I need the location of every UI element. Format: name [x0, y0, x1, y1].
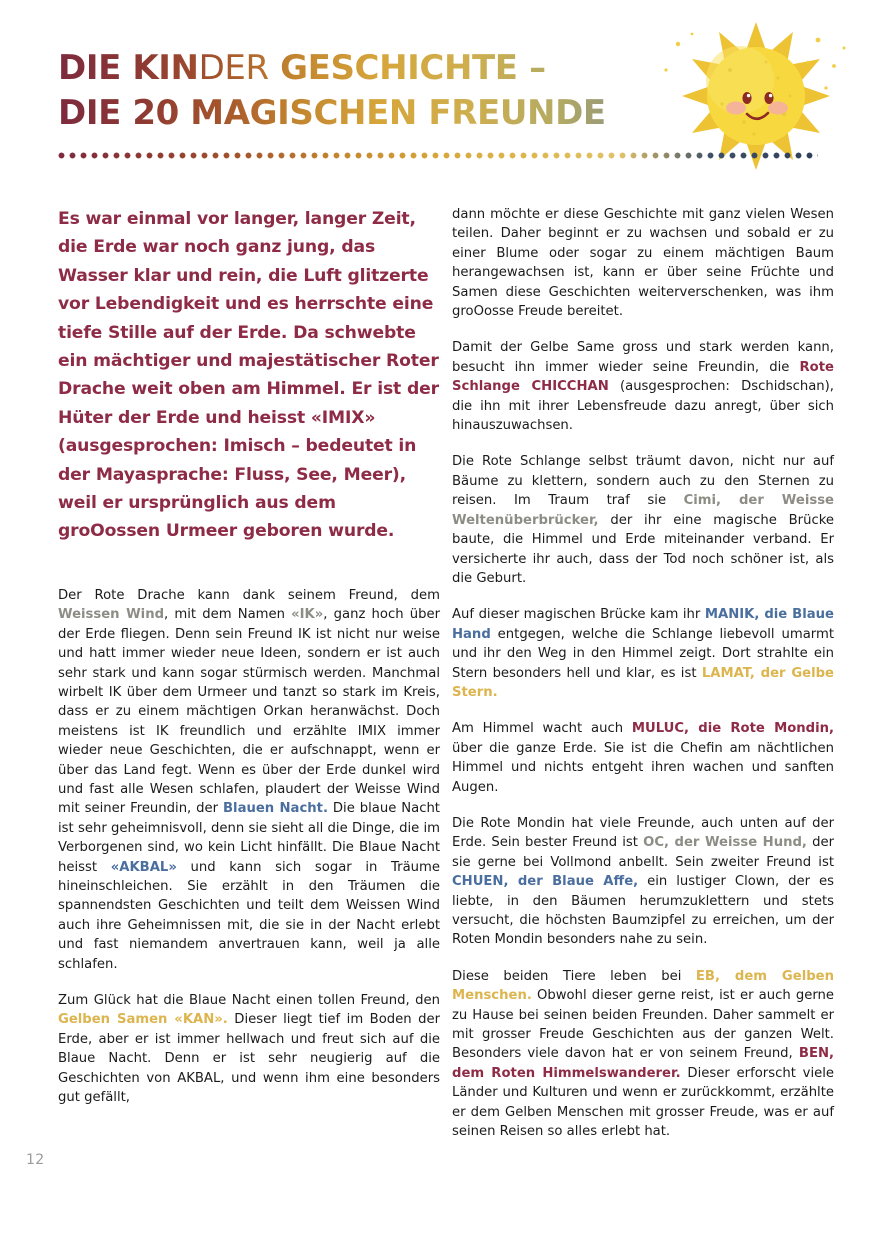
body-paragraph: Am Himmel wacht auch MULUC, die Rote Mondin, über die ganze Erde. Sie ist die Chefin am nächtlichen Himmel und nichts entgeht ihren wachen und sanften Augen. [452, 721, 834, 795]
highlighted-term: EB, dem Gelben Menschen. [452, 968, 834, 1004]
sun-cheek-right [768, 102, 788, 115]
body-paragraph: Diese beiden Tiere leben bei EB, dem Gelben Menschen. Obwohl dieser gerne reist, ist er auch gerne zu Hause bei seinen beiden Freunden. Daher sammelt er mit grosser Freude Geschichten aus der ganzen Welt. Besonders viele davon hat er von seinem Freund, BEN, dem Roten Himmelswanderer. Dieser erforscht viele Länder und Kulturen und wenn er zurückkommt, erzählte er dem Gelben Menschen mit grosser Freude, was er auf seinen Reisen so alles erlebt hat. [452, 968, 835, 1140]
highlighted-term: Blauen Nacht. [223, 801, 328, 817]
highlighted-term: Weissen Wind [58, 607, 165, 623]
column-left [58, 205, 440, 1107]
title-part-bold-2: GESCHICHTE – [268, 48, 546, 88]
column-right [452, 205, 834, 1141]
sun-cheek-left [726, 102, 746, 115]
highlighted-term: «AKBAL» [110, 859, 177, 875]
highlighted-term: CHUEN, der Blaue Affe, [452, 874, 639, 890]
highlighted-term: BEN, dem Roten Himmelswanderer. [452, 1046, 834, 1081]
body-paragraph: Die Rote Schlange selbst träumt davon, nicht nur auf Bäume zu klettern, sondern auch zu den Sternen zu reisen. Im Traum traf sie Cimi, der Weisse Weltenüberbrücker, der ihr eine magische Brücke baute, die Himmel und Erde miteinander verband. Er versicherte ihr auch, dass der Tod noch schöner ist, als die Geburt. [452, 454, 834, 586]
highlighted-term: LAMAT, der Gelbe Stern. [452, 665, 834, 700]
right-paragraph-list [452, 205, 834, 1141]
highlighted-term: Cimi, der Weisse Weltenüberbrücker, [452, 493, 834, 528]
body-paragraph: Damit der Gelbe Same gross und stark werden kann, besucht ihn immer wieder seine Freundin, die Rote Schlange CHICCHAN (ausgesprochen: Dschidschan), die ihn mit ihrer Lebensfreude dazu anregt, über sich hinauszuwachsen. [452, 340, 834, 434]
highlighted-term: Gelben Samen «KAN». [58, 1012, 228, 1028]
highlighted-term: Rote Schlange CHICCHAN [452, 359, 834, 395]
highlighted-term: OC, der Weisse Hund, [643, 835, 807, 851]
title-part-bold-1: DIE KIN [58, 48, 199, 88]
title-line-2: DIE 20 MAGISCHEN FREUNDE [58, 93, 678, 134]
body-paragraph: Zum Glück hat die Blaue Nacht einen tollen Freund, den Gelben Samen «KAN». Dieser liegt tief im Boden der Erde, aber er ist immer hellwach und freut sich auf die Blaue Nacht. Denn er ist sehr neugierig auf die Geschichten von AKBAL, und wenn ihm eine besonders gut gefällt, [58, 993, 440, 1106]
highlighted-term: MULUC, die Rote Mondin, [631, 721, 834, 737]
page-header [0, 0, 874, 175]
page-number: 12 [26, 1152, 45, 1168]
sun-illustration [648, 18, 864, 170]
title-part-thin: DER [198, 48, 269, 88]
header-dotted-divider [58, 152, 818, 159]
highlighted-term: «IK» [291, 607, 324, 623]
highlighted-term: MANIK, die Blaue Hand [452, 607, 834, 642]
page-title [58, 48, 678, 134]
lead-spacer [58, 546, 440, 586]
left-paragraph-list [58, 586, 440, 1108]
lead-paragraph: Es war einmal vor langer, langer Zeit, die Erde war noch ganz jung, das Wasser klar und rein, die Luft glitzerte vor Lebendigkeit und es herrschte eine tiefe Stille auf der Erde. Da schwebte ein mächtiger und majestätischer Roter Drache weit oben am Himmel. Er ist der Hüter der Erde und heisst «IMIX» (ausgesprochen: Imisch – bedeutet in der Mayasprache: Fluss, See, Meer), weil er ursprünglich aus dem groOossen Urmeer geboren wurde. [58, 209, 439, 542]
body-paragraph: Auf dieser magischen Brücke kam ihr MANIK, die Blaue Hand entgegen, welche die Schlange liebevoll umarmt und ihr den Weg in den Himmel zeigt. Dort strahlte ein Stern besonders hell und klar, es ist LAMAT, der Gelbe Stern. [452, 607, 834, 700]
body-paragraph: Der Rote Drache kann dank seinem Freund, dem Weissen Wind, mit dem Namen «IK», ganz hoch über der Erde fliegen. Denn sein Freund IK ist nicht nur weise und hatt immer wieder neue Ideen, sondern er ist auch sehr stark und kann sogar stürmisch werden. Manchmal wirbelt IK über dem Urmeer und tanzt so stark im Kreis, dass er zu einem mächtigen Orkan heranwächst. Doch meistens ist IK freundlich und erzählte IMIX immer wieder neue Geschichten, die er aufschnappt, wenn er über das Land fegt. Wenn es über der Erde dunkel wird und fast alle Wesen schlafen, plaudert der Weisse Wind mit seiner Freundin, der Blauen Nacht. Die blaue Nacht ist sehr geheimnisvoll, denn sie sieht all die Dinge, die im Verborgenen sind, wo kein Licht hinfällt. Die Blaue Nacht heisst «AKBAL» und kann sich sogar in Träume hineinschleichen. Sie erzählt in den Träumen die spannendsten Geschichten und teilt dem Weissen Wind auch ihre Geheimnissen mit, die sie in der Nacht erlebt und fast niemandem anvertrauen kann, weil ja alle schlafen. [58, 587, 440, 972]
body-paragraph: Die Rote Mondin hat viele Freunde, auch unten auf der Erde. Sein bester Freund ist OC, der Weisse Hund, der sie gerne bei Vollmond anbellt. Sein zweiter Freund ist CHUEN, der Blaue Affe, ein lustiger Clown, der es liebte, in den Bäumen herumzuklettern und stets versucht, die höchsten Baumzipfel zu erreichen, um der Roten Mondin besonders nahe zu sein. [452, 815, 834, 948]
body-paragraph: dann möchte er diese Geschichte mit ganz vielen Wesen teilen. Daher beginnt er zu wachsen und sobald er zu einer Blume oder sogar zu einem mächtigen Baum herangewachsen ist, kann er über seine Früchte und Samen diese Geschichten weiterverschenken, was ihm groOosse Freude bereitet. [452, 207, 834, 320]
title-line-1 [58, 48, 678, 89]
